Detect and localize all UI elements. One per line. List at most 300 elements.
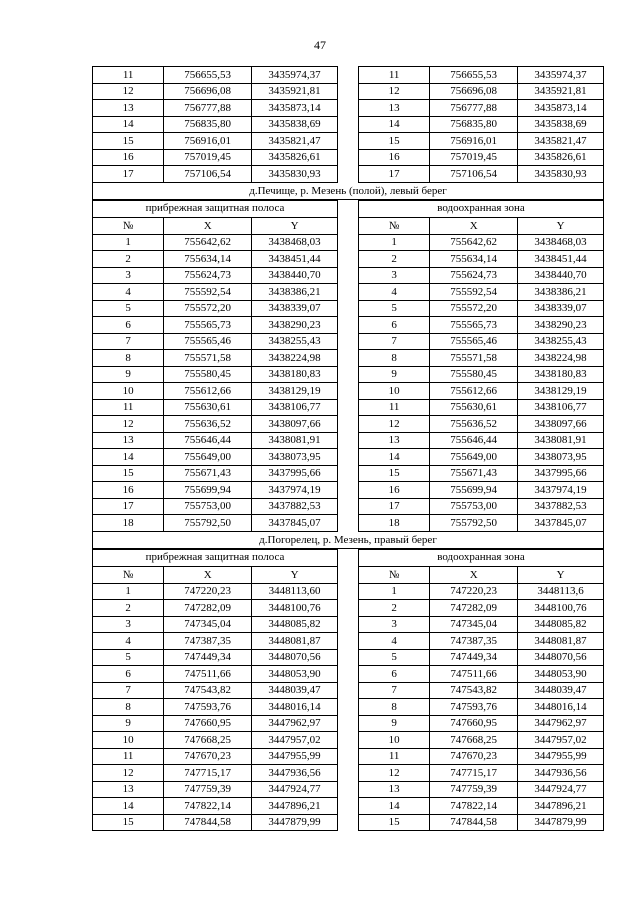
table-row — [359, 333, 603, 350]
table-row — [93, 616, 337, 633]
point-number-cell: 14 — [359, 449, 430, 466]
y-coordinate-cell: 3448039,47 — [252, 682, 337, 699]
point-number-cell: 2 — [93, 600, 164, 617]
y-coordinate-cell: 3438290,23 — [252, 317, 337, 334]
y-coordinate-cell: Y — [252, 567, 337, 583]
x-coordinate-cell: 755649,00 — [430, 449, 518, 466]
x-coordinate-cell: 756696,08 — [164, 83, 252, 100]
y-coordinate-cell: 3448016,14 — [252, 699, 337, 716]
point-number-cell: 6 — [93, 317, 164, 334]
x-coordinate-cell: 755649,00 — [164, 449, 252, 466]
table-row — [93, 300, 337, 317]
x-coordinate-cell: 747844,58 — [164, 814, 252, 830]
table-row — [93, 234, 337, 251]
y-coordinate-cell: 3438073,95 — [518, 449, 603, 466]
point-number-cell: 7 — [93, 333, 164, 350]
x-coordinate-cell: 747822,14 — [164, 798, 252, 815]
point-number-cell: 11 — [93, 748, 164, 765]
section-caption-pogorelets: д.Погорелец, р. Мезень, правый берег — [92, 532, 604, 549]
table-row — [93, 317, 337, 334]
point-number-cell: 5 — [93, 649, 164, 666]
x-coordinate-cell: 755699,94 — [430, 482, 518, 499]
point-number-cell: 13 — [359, 432, 430, 449]
point-number-cell: 5 — [93, 300, 164, 317]
table-row — [359, 616, 603, 633]
x-coordinate-cell: 747670,23 — [430, 748, 518, 765]
x-coordinate-cell: 755571,58 — [430, 350, 518, 367]
point-number-cell: 16 — [359, 482, 430, 499]
point-number-cell: 13 — [359, 781, 430, 798]
right-table — [358, 200, 604, 532]
table-row — [93, 383, 337, 400]
x-coordinate-cell: 755612,66 — [430, 383, 518, 400]
point-number-cell: 4 — [93, 284, 164, 301]
y-coordinate-cell: 3435821,47 — [252, 133, 337, 150]
x-coordinate-cell: 755634,14 — [430, 251, 518, 268]
point-number-cell: 5 — [359, 649, 430, 666]
table-row — [93, 498, 337, 515]
y-coordinate-cell: 3447896,21 — [252, 798, 337, 815]
x-coordinate-cell: X — [164, 218, 252, 234]
table-row — [93, 432, 337, 449]
table-header-row — [93, 567, 337, 583]
x-coordinate-cell: 747593,76 — [430, 699, 518, 716]
point-number-cell: 12 — [359, 765, 430, 782]
point-number-cell: 2 — [359, 600, 430, 617]
table-row — [359, 482, 603, 499]
water-protection-zone-title: водоохранная зона — [359, 550, 603, 567]
y-coordinate-cell: 3435974,37 — [252, 67, 337, 83]
y-coordinate-cell: 3437845,07 — [252, 515, 337, 531]
y-coordinate-cell: 3435873,14 — [252, 100, 337, 117]
table-row — [93, 284, 337, 301]
y-coordinate-cell: 3448053,90 — [252, 666, 337, 683]
point-number-cell: 11 — [359, 748, 430, 765]
point-number-cell: 13 — [93, 432, 164, 449]
y-coordinate-cell: 3435921,81 — [518, 83, 603, 100]
section-caption-pechishche: д.Печище, р. Мезень (полой), левый берег — [92, 183, 604, 200]
y-coordinate-cell: 3435921,81 — [252, 83, 337, 100]
y-coordinate-cell: 3448100,76 — [252, 600, 337, 617]
y-coordinate-cell: 3438451,44 — [252, 251, 337, 268]
point-number-cell: 17 — [93, 166, 164, 182]
y-coordinate-cell: 3448113,60 — [252, 583, 337, 600]
left-table — [92, 200, 338, 532]
point-number-cell: 1 — [93, 234, 164, 251]
x-coordinate-cell: 747282,09 — [430, 600, 518, 617]
y-coordinate-cell: 3448113,6 — [518, 583, 603, 600]
y-coordinate-cell: 3448039,47 — [518, 682, 603, 699]
y-coordinate-cell: 3448085,82 — [252, 616, 337, 633]
y-coordinate-cell: 3437882,53 — [518, 498, 603, 515]
y-coordinate-cell: 3447957,02 — [252, 732, 337, 749]
x-coordinate-cell: 747387,35 — [430, 633, 518, 650]
table-segment-pechishche — [92, 200, 604, 532]
table-header-row — [93, 218, 337, 234]
point-number-cell: 12 — [359, 416, 430, 433]
x-coordinate-cell: 747345,04 — [164, 616, 252, 633]
point-number-cell: 1 — [359, 234, 430, 251]
x-coordinate-cell: 755580,45 — [164, 366, 252, 383]
y-coordinate-cell: 3438255,43 — [252, 333, 337, 350]
coastal-strip-title: прибрежная защитная полоса — [93, 201, 337, 218]
y-coordinate-cell: 3438129,19 — [518, 383, 603, 400]
table-row — [359, 583, 603, 600]
y-coordinate-cell: 3438180,83 — [518, 366, 603, 383]
table-row — [359, 649, 603, 666]
point-number-cell: 7 — [93, 682, 164, 699]
table-row — [93, 682, 337, 699]
x-coordinate-cell: 755592,54 — [430, 284, 518, 301]
x-coordinate-cell: 747543,82 — [164, 682, 252, 699]
x-coordinate-cell: 755642,62 — [164, 234, 252, 251]
x-coordinate-cell: 755792,50 — [164, 515, 252, 531]
x-coordinate-cell: 755671,43 — [430, 465, 518, 482]
point-number-cell: 15 — [93, 465, 164, 482]
page-number: 47 — [314, 38, 326, 52]
point-number-cell: 2 — [93, 251, 164, 268]
point-number-cell: 13 — [93, 781, 164, 798]
table-row — [359, 600, 603, 617]
point-number-cell: 8 — [93, 699, 164, 716]
right-table — [358, 66, 604, 183]
table-row — [359, 284, 603, 301]
point-number-cell: 17 — [359, 166, 430, 182]
water-protection-zone-table — [359, 218, 603, 531]
x-coordinate-cell: 756655,53 — [164, 67, 252, 83]
x-coordinate-cell: 747660,95 — [164, 715, 252, 732]
y-coordinate-cell: 3438255,43 — [518, 333, 603, 350]
table-row — [93, 699, 337, 716]
table-row — [359, 515, 603, 531]
y-coordinate-cell: 3435838,69 — [252, 116, 337, 133]
x-coordinate-cell: 755565,46 — [164, 333, 252, 350]
point-number-cell: 10 — [93, 383, 164, 400]
x-coordinate-cell: 747282,09 — [164, 600, 252, 617]
y-coordinate-cell: 3447957,02 — [518, 732, 603, 749]
y-coordinate-cell: 3447896,21 — [518, 798, 603, 815]
point-number-cell: 3 — [93, 267, 164, 284]
x-coordinate-cell: 756916,01 — [164, 133, 252, 150]
point-number-cell: 6 — [359, 317, 430, 334]
table-row — [359, 416, 603, 433]
point-number-cell: 11 — [359, 399, 430, 416]
x-coordinate-cell: 755630,61 — [430, 399, 518, 416]
point-number-cell: 15 — [93, 814, 164, 830]
point-number-cell: 4 — [93, 633, 164, 650]
table-row — [93, 149, 337, 166]
point-number-cell: 10 — [359, 732, 430, 749]
y-coordinate-cell: 3438081,91 — [252, 432, 337, 449]
table-row — [359, 350, 603, 367]
table-row — [93, 781, 337, 798]
y-coordinate-cell: 3447879,99 — [252, 814, 337, 830]
table-row — [93, 366, 337, 383]
table-row — [93, 633, 337, 650]
point-number-cell: 17 — [359, 498, 430, 515]
x-coordinate-cell: 755646,44 — [430, 432, 518, 449]
table-row — [359, 781, 603, 798]
table-row — [93, 515, 337, 531]
x-coordinate-cell: 755699,94 — [164, 482, 252, 499]
point-number-cell: № — [359, 567, 430, 583]
point-number-cell: 3 — [359, 267, 430, 284]
table-row — [359, 465, 603, 482]
x-coordinate-cell: 747387,35 — [164, 633, 252, 650]
point-number-cell: № — [359, 218, 430, 234]
x-coordinate-cell: 747668,25 — [430, 732, 518, 749]
x-coordinate-cell: 755624,73 — [164, 267, 252, 284]
x-coordinate-cell: 747668,25 — [164, 732, 252, 749]
y-coordinate-cell: 3447924,77 — [252, 781, 337, 798]
y-coordinate-cell: 3435873,14 — [518, 100, 603, 117]
x-coordinate-cell: 755671,43 — [164, 465, 252, 482]
table-row — [93, 814, 337, 830]
table-row — [93, 583, 337, 600]
y-coordinate-cell: 3438339,07 — [252, 300, 337, 317]
x-coordinate-cell: 747670,23 — [164, 748, 252, 765]
x-coordinate-cell: 747220,23 — [430, 583, 518, 600]
x-coordinate-cell: 747715,17 — [430, 765, 518, 782]
table-row — [93, 732, 337, 749]
point-number-cell: 11 — [359, 67, 430, 83]
point-number-cell: 14 — [359, 798, 430, 815]
y-coordinate-cell: 3447955,99 — [518, 748, 603, 765]
x-coordinate-cell: 747220,23 — [164, 583, 252, 600]
coordinates-table-left — [93, 67, 337, 182]
y-coordinate-cell: 3448081,87 — [252, 633, 337, 650]
table-row — [93, 67, 337, 83]
x-coordinate-cell: 747511,66 — [164, 666, 252, 683]
point-number-cell: 15 — [93, 133, 164, 150]
table-row — [359, 83, 603, 100]
y-coordinate-cell: 3448016,14 — [518, 699, 603, 716]
x-coordinate-cell: 747511,66 — [430, 666, 518, 683]
point-number-cell: 16 — [359, 149, 430, 166]
table-row — [93, 251, 337, 268]
left-table — [92, 549, 338, 831]
table-row — [359, 666, 603, 683]
table-row — [359, 251, 603, 268]
x-coordinate-cell: 747660,95 — [430, 715, 518, 732]
y-coordinate-cell: 3447924,77 — [518, 781, 603, 798]
y-coordinate-cell: 3438386,21 — [518, 284, 603, 301]
y-coordinate-cell: 3438386,21 — [252, 284, 337, 301]
y-coordinate-cell: 3448081,87 — [518, 633, 603, 650]
table-row — [359, 234, 603, 251]
table-segment-pogorelets — [92, 549, 604, 831]
x-coordinate-cell: X — [430, 218, 518, 234]
table-row — [93, 449, 337, 466]
point-number-cell: 10 — [93, 732, 164, 749]
x-coordinate-cell: 756777,88 — [164, 100, 252, 117]
point-number-cell: 3 — [93, 616, 164, 633]
table-row — [93, 482, 337, 499]
x-coordinate-cell: 756835,80 — [164, 116, 252, 133]
water-protection-zone-table — [359, 567, 603, 830]
x-coordinate-cell: 747449,34 — [164, 649, 252, 666]
point-number-cell: 1 — [93, 583, 164, 600]
point-number-cell: 10 — [359, 383, 430, 400]
x-coordinate-cell: 755624,73 — [430, 267, 518, 284]
x-coordinate-cell: 755753,00 — [164, 498, 252, 515]
point-number-cell: 17 — [93, 498, 164, 515]
point-number-cell: 5 — [359, 300, 430, 317]
point-number-cell: 18 — [93, 515, 164, 531]
y-coordinate-cell: 3438451,44 — [518, 251, 603, 268]
point-number-cell: 15 — [359, 133, 430, 150]
y-coordinate-cell: Y — [252, 218, 337, 234]
y-coordinate-cell: 3438468,03 — [518, 234, 603, 251]
point-number-cell: 13 — [359, 100, 430, 117]
table-row — [359, 798, 603, 815]
table-row — [93, 649, 337, 666]
point-number-cell: 16 — [93, 482, 164, 499]
y-coordinate-cell: 3437974,19 — [518, 482, 603, 499]
y-coordinate-cell: 3438290,23 — [518, 317, 603, 334]
table-row — [359, 366, 603, 383]
point-number-cell: 18 — [359, 515, 430, 531]
coastal-strip-table — [93, 567, 337, 830]
x-coordinate-cell: 755636,52 — [430, 416, 518, 433]
table-row — [359, 267, 603, 284]
table-header-row — [359, 218, 603, 234]
table-row — [93, 116, 337, 133]
right-table — [358, 549, 604, 831]
x-coordinate-cell: 757106,54 — [164, 166, 252, 182]
point-number-cell: 2 — [359, 251, 430, 268]
y-coordinate-cell: 3435826,61 — [252, 149, 337, 166]
y-coordinate-cell: 3448070,56 — [518, 649, 603, 666]
table-row — [93, 133, 337, 150]
y-coordinate-cell: 3437882,53 — [252, 498, 337, 515]
y-coordinate-cell: 3447879,99 — [518, 814, 603, 830]
point-number-cell: 9 — [93, 366, 164, 383]
point-number-cell: 3 — [359, 616, 430, 633]
point-number-cell: 9 — [93, 715, 164, 732]
y-coordinate-cell: 3437974,19 — [252, 482, 337, 499]
point-number-cell: 14 — [359, 116, 430, 133]
point-number-cell: 12 — [93, 765, 164, 782]
x-coordinate-cell: 755792,50 — [430, 515, 518, 531]
point-number-cell: 4 — [359, 284, 430, 301]
x-coordinate-cell: 755580,45 — [430, 366, 518, 383]
point-number-cell: № — [93, 567, 164, 583]
coordinate-tables — [92, 66, 604, 831]
table-row — [359, 748, 603, 765]
table-row — [359, 300, 603, 317]
point-number-cell: 15 — [359, 465, 430, 482]
point-number-cell: 15 — [359, 814, 430, 830]
y-coordinate-cell: 3438224,98 — [252, 350, 337, 367]
point-number-cell: № — [93, 218, 164, 234]
table-row — [93, 715, 337, 732]
y-coordinate-cell: 3447936,56 — [252, 765, 337, 782]
x-coordinate-cell: X — [430, 567, 518, 583]
table-row — [93, 748, 337, 765]
coordinates-table-right — [359, 67, 603, 182]
x-coordinate-cell: 747759,39 — [164, 781, 252, 798]
y-coordinate-cell: 3438106,77 — [518, 399, 603, 416]
x-coordinate-cell: 747593,76 — [164, 699, 252, 716]
table-row — [93, 333, 337, 350]
x-coordinate-cell: 755612,66 — [164, 383, 252, 400]
point-number-cell: 8 — [359, 699, 430, 716]
table-row — [359, 133, 603, 150]
point-number-cell: 12 — [93, 83, 164, 100]
y-coordinate-cell: 3438097,66 — [518, 416, 603, 433]
table-row — [359, 814, 603, 830]
x-coordinate-cell: 756777,88 — [430, 100, 518, 117]
table-row — [93, 416, 337, 433]
x-coordinate-cell: 755630,61 — [164, 399, 252, 416]
x-coordinate-cell: 747543,82 — [430, 682, 518, 699]
table-header-row — [359, 567, 603, 583]
x-coordinate-cell: 747715,17 — [164, 765, 252, 782]
point-number-cell: 4 — [359, 633, 430, 650]
table-segment-continuation — [92, 66, 604, 183]
point-number-cell: 14 — [93, 449, 164, 466]
table-row — [359, 432, 603, 449]
y-coordinate-cell: 3437995,66 — [252, 465, 337, 482]
y-coordinate-cell: 3438180,83 — [252, 366, 337, 383]
table-row — [359, 67, 603, 83]
x-coordinate-cell: 755565,46 — [430, 333, 518, 350]
table-row — [359, 399, 603, 416]
x-coordinate-cell: 747759,39 — [430, 781, 518, 798]
point-number-cell: 9 — [359, 715, 430, 732]
table-row — [93, 798, 337, 815]
table-row — [359, 765, 603, 782]
y-coordinate-cell: Y — [518, 218, 603, 234]
x-coordinate-cell: 755565,73 — [164, 317, 252, 334]
table-row — [359, 732, 603, 749]
coastal-strip-title: прибрежная защитная полоса — [93, 550, 337, 567]
coastal-strip-table — [93, 218, 337, 531]
point-number-cell: 11 — [93, 399, 164, 416]
point-number-cell: 12 — [359, 83, 430, 100]
y-coordinate-cell: 3438081,91 — [518, 432, 603, 449]
point-number-cell: 13 — [93, 100, 164, 117]
point-number-cell: 6 — [93, 666, 164, 683]
point-number-cell: 1 — [359, 583, 430, 600]
y-coordinate-cell: 3448070,56 — [252, 649, 337, 666]
y-coordinate-cell: 3435830,93 — [252, 166, 337, 182]
x-coordinate-cell: 747449,34 — [430, 649, 518, 666]
x-coordinate-cell: 755634,14 — [164, 251, 252, 268]
point-number-cell: 9 — [359, 366, 430, 383]
table-row — [359, 715, 603, 732]
x-coordinate-cell: 757019,45 — [164, 149, 252, 166]
y-coordinate-cell: 3438440,70 — [518, 267, 603, 284]
table-row — [359, 699, 603, 716]
y-coordinate-cell: 3438073,95 — [252, 449, 337, 466]
table-row — [93, 100, 337, 117]
point-number-cell: 14 — [93, 798, 164, 815]
table-row — [359, 633, 603, 650]
table-row — [93, 83, 337, 100]
y-coordinate-cell: 3438339,07 — [518, 300, 603, 317]
table-row — [93, 666, 337, 683]
x-coordinate-cell: 747345,04 — [430, 616, 518, 633]
x-coordinate-cell: 756696,08 — [430, 83, 518, 100]
table-row — [359, 498, 603, 515]
x-coordinate-cell: 755646,44 — [164, 432, 252, 449]
y-coordinate-cell: 3435974,37 — [518, 67, 603, 83]
y-coordinate-cell: 3447962,97 — [518, 715, 603, 732]
table-row — [359, 166, 603, 182]
x-coordinate-cell: 756835,80 — [430, 116, 518, 133]
